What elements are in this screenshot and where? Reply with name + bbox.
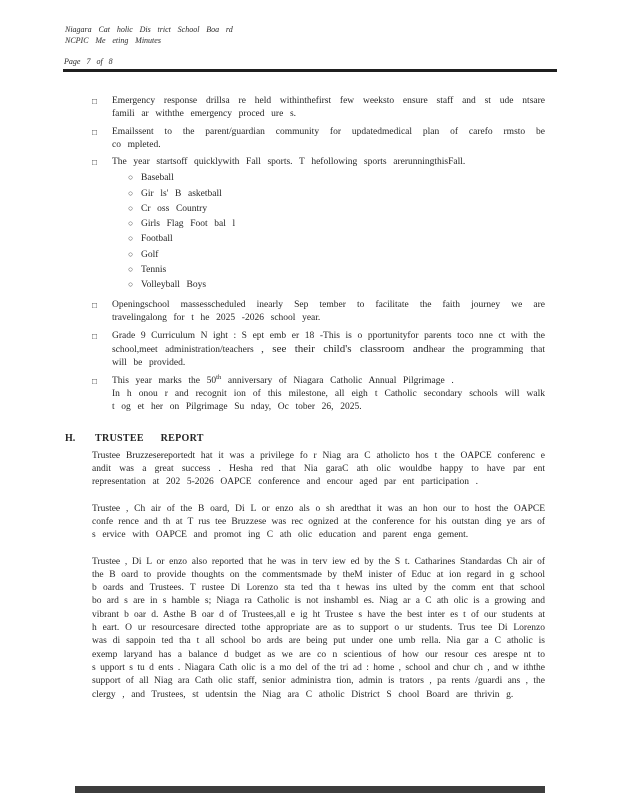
text-line: h eart. O ur resourcesare directed tothe appropriate are as to support o ur students. Trus tee Di Lorenzo <box>92 623 545 634</box>
text-line: confe rence and th at T rus tee Bruzzese was rec ognized at the conference for his outstan ding ye ars of <box>92 516 545 527</box>
circle-bullet-icon: ○ <box>128 202 134 213</box>
sport-name: Baseball <box>141 173 174 184</box>
emphasized-text: , see their child's classroom and <box>261 343 429 355</box>
circle-bullet-icon: ○ <box>128 187 134 198</box>
ordinal-superscript: th <box>216 373 222 381</box>
square-bullet-icon: □ <box>92 126 98 137</box>
page-body <box>65 95 545 715</box>
text-line: was di sappoin ted tha t all school bo ards are being put under one umb rella. Nia gar a C atholic is <box>92 636 545 647</box>
text-line: co mpleted. <box>112 139 161 150</box>
list-item <box>128 186 545 201</box>
sport-name: Football <box>141 234 173 245</box>
text-line: Trustee , Di L or enzo also reported that he was in terv iew ed by the S t. Catharines Standardas Ch air of <box>92 556 545 567</box>
paragraph-oapce-conference <box>92 450 545 490</box>
text-line: bo ard s are in s hamble s; Niaga ra Catholic is not inshambl es. Niag ar a C ath olic is a growing and <box>92 596 545 607</box>
header-organization: Niagara Cat holic Dis trict School Boa rd <box>65 25 233 34</box>
page-number: Page 7 of 8 <box>64 57 113 66</box>
bullet-opening-masses <box>92 299 545 326</box>
list-item <box>128 231 545 246</box>
circle-bullet-icon: ○ <box>128 218 134 229</box>
text-line: b oards and Trustees. T rustee Di Lorenzo sta ted tha t hewas ins ulted by the comm ent that school <box>92 583 545 594</box>
section-title: TRUSTEE REPORT <box>95 433 204 445</box>
paragraph-board-chair-remarks <box>92 503 545 543</box>
circle-bullet-icon: ○ <box>128 263 134 274</box>
square-bullet-icon: □ <box>92 375 98 386</box>
text-line: Emergency response drillsa re held withinthefirst few weeksto ensure staff and st ude ntsare <box>112 96 545 106</box>
text-line: Emailssent to the parent/guardian community for updatedmedical plan of carefo rmsto be <box>112 126 545 137</box>
footer-rule <box>75 786 545 793</box>
text-line: clergy , and Trustees, st udentsin the Niag ara C atholic District S chool Board are thrivin g. <box>92 689 514 700</box>
paragraph-di-lorenzo-interview <box>92 556 545 702</box>
list-item <box>128 170 545 185</box>
bullet-emails-medical-forms <box>92 126 545 153</box>
circle-bullet-icon: ○ <box>128 278 134 289</box>
text-line: school,meet administration/teachers , see their child's classroom andhear the programming that <box>112 343 545 355</box>
text-line: Trustee Bruzzesereportedt hat it was a privilege fo r Niag ara C atholicto hos t the OAPCE conferenc e <box>92 450 545 461</box>
bullet-grade9-curriculum-night <box>92 330 545 371</box>
text-line: the B oard to provide thoughts on the commentsmade by theM inister of Educ at ion regard in g school <box>92 569 545 580</box>
bullet-fall-sports <box>92 156 545 169</box>
header-document-title: NCPIC Me eting Minutes <box>65 35 161 45</box>
text-line: Openingschool massesscheduled inearly Sep tember to facilitate the faith journey we are <box>112 300 545 311</box>
list-item <box>128 262 545 277</box>
circle-bullet-icon: ○ <box>128 233 134 244</box>
header-rule <box>63 69 557 72</box>
text-line: s upport s tu d ents . Niagara Cath olic is a mo del of the tri ad : home , school and chur ch , and w iththe <box>92 662 545 673</box>
page-header <box>65 25 233 46</box>
bullet-emergency-drills <box>92 95 545 122</box>
text-line: andit was a great success . Hesha red that Nia garaC ath olic wouldbe happy to have par ent <box>92 464 545 475</box>
circle-bullet-icon: ○ <box>128 172 134 183</box>
sports-list <box>128 170 545 292</box>
text-line: This year marks the 50th anniversary of Niagara Catholic Annual Pilgrimage . <box>112 373 454 386</box>
text-line: Trustee , Ch air of the B oard, Di L or enzo als o sh aredthat it was an hon our to host the OAPCE <box>92 503 545 514</box>
bullet-pilgrimage-anniversary <box>92 375 545 415</box>
section-trustee-report-heading <box>65 432 545 445</box>
text-line: vibrant b oar d. Asthe B oar d of Trustees,all e ig ht Trustee s have the best inter es t of our students at <box>92 609 545 620</box>
sport-name: Girls Flag Foot bal l <box>141 219 236 230</box>
section-letter: H. <box>65 433 76 445</box>
sport-name: Cr oss Country <box>141 203 208 214</box>
text-line: travelingalong for t he 2025 -2026 school year. <box>112 313 321 324</box>
list-item <box>128 216 545 231</box>
sport-name: Gir ls' B asketball <box>141 188 222 199</box>
text-line: support of all Niag ara Cath olic staff, senior administra tion, admin is trators , pa rents /guardi ans , the <box>92 676 545 687</box>
square-bullet-icon: □ <box>92 300 98 311</box>
circle-bullet-icon: ○ <box>128 248 134 259</box>
sport-name: Volleyball Boys <box>141 279 207 290</box>
text-line: famili ar withthe emergency proced ure s. <box>112 109 297 120</box>
square-bullet-icon: □ <box>92 330 98 341</box>
text-line: Grade 9 Curriculum N ight : S ept emb er 18 -This is o pportunityfor parents toco nne ct with the <box>112 330 545 341</box>
list-item <box>128 277 545 292</box>
text-line: In h onou r and recognit ion of this milestone, all eigh t Catholic secondary schools will walk <box>112 388 545 399</box>
square-bullet-icon: □ <box>92 157 98 168</box>
list-item <box>128 201 545 216</box>
square-bullet-icon: □ <box>92 96 98 106</box>
text-line: exemp laryand has a balance d budget as we are co n scientious of how our resour ces arespe nt to <box>92 649 545 660</box>
sport-name: Golf <box>141 249 159 260</box>
text-line: t og et her on Pilgrimage Su nday, Oc tober 26, 2025. <box>112 402 362 413</box>
text-line: s ervice with OAPCE and promot ing C ath olic education and parent enga gement. <box>92 530 469 541</box>
list-item <box>128 247 545 262</box>
text-line: will be provided. <box>112 358 186 369</box>
text-line: representation at 202 5-2026 OAPCE conference and encour aged par ent participation . <box>92 477 479 488</box>
text-line: The year startsoff quicklywith Fall sports. T hefollowing sports arerunningthisFall. <box>112 157 466 168</box>
sport-name: Tennis <box>141 264 167 275</box>
